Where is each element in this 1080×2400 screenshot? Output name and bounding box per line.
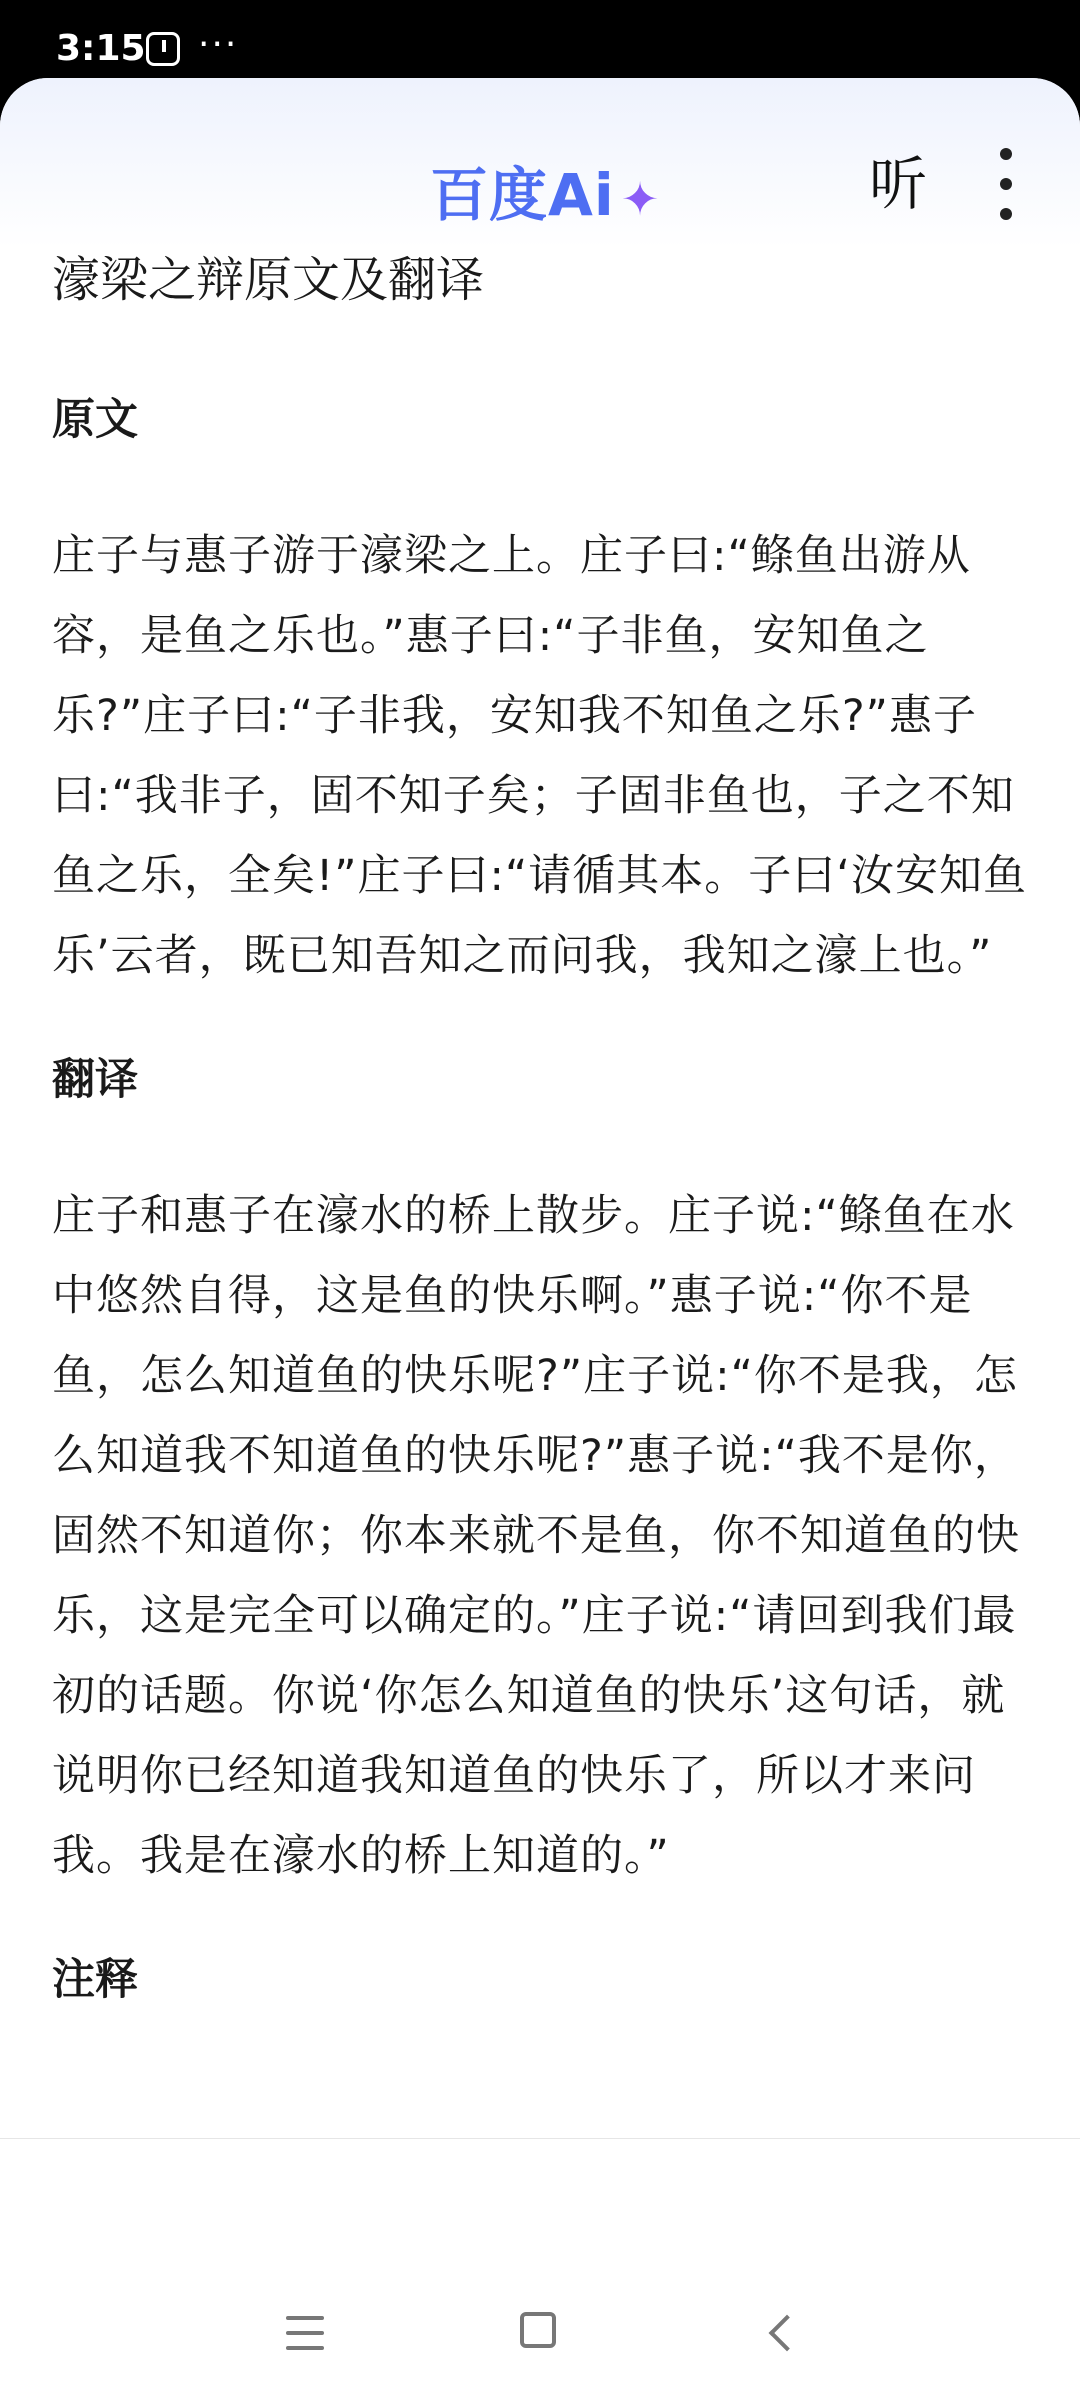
brand-text: 百度Ai [430, 161, 615, 229]
brand-logo[interactable] [430, 148, 660, 232]
translation-text: 庄子和惠子在濠水的桥上散步。庄子说:“鲦鱼在水中悠然自得，这是鱼的快乐啊。”惠子说:“你不是鱼，怎么知道鱼的快乐呢?”庄子说:“你不是我，怎么知道我不知道鱼的快乐呢?”惠子说:“我不是你，固然不知道你；你本来就不是鱼，你不知道鱼的快乐，这是完全可以确定的。”庄子说:“请回到我们最初的话题。你说‘你怎么知道鱼的快乐’这句话，就说明你已经知道我知道鱼的快乐了，所以才来问我。我是在濠水的桥上知道的。” [52, 1191, 1020, 1881]
translation-heading: 翻译 [52, 1055, 138, 1105]
back-chevron-icon[interactable] [760, 2314, 800, 2354]
home-square-icon[interactable] [520, 2312, 556, 2348]
article-content [52, 248, 1032, 2010]
status-time: 3:15 [56, 28, 146, 69]
status-more-indicator: ··· [198, 24, 239, 65]
article-title: 濠梁之辩原文及翻译 [52, 252, 485, 308]
original-text: 庄子与惠子游于濠梁之上。庄子曰:“鲦鱼出游从容，是鱼之乐也。”惠子曰:“子非鱼，安知鱼之乐?”庄子曰:“子非我，安知我不知鱼之乐?”惠子曰:“我非子，固不知子矣；子固非鱼也，子之不知鱼之乐，全矣!”庄子曰:“请循其本。子曰‘汝安知鱼乐’云者，既已知吾知之而问我，我知之濠上也。” [52, 531, 1027, 981]
original-heading: 原文 [52, 395, 138, 445]
timer-icon [146, 32, 180, 66]
more-vertical-icon[interactable] [990, 148, 1022, 220]
page-sheet [0, 78, 1080, 2400]
listen-button[interactable]: 听 [868, 150, 927, 218]
top-bar [0, 78, 1080, 248]
system-nav-bar [0, 2220, 1080, 2400]
menu-icon[interactable] [286, 2316, 324, 2350]
status-bar [0, 0, 1080, 80]
sparkle-icon: ✦ [620, 172, 661, 226]
notes-heading: 注释 [52, 1955, 138, 2005]
